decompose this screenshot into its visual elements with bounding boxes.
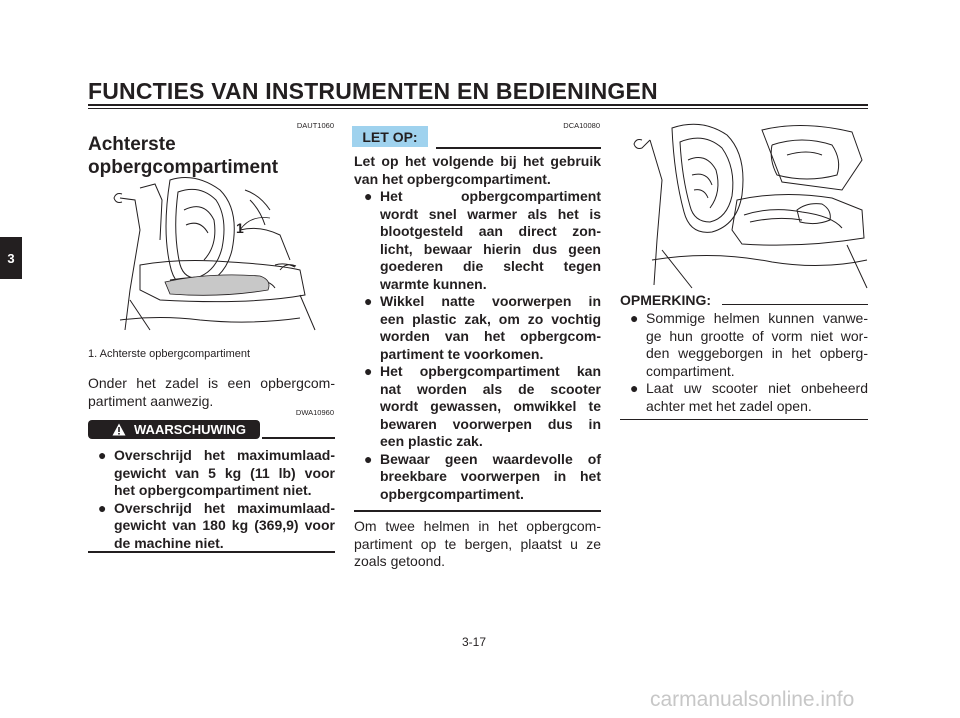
note-label: OPMERKING: [620, 292, 711, 308]
helmet-paragraph-line: zoals getoond. [354, 553, 446, 569]
figure-helmets-storage [632, 120, 872, 292]
note-bullets [620, 310, 868, 415]
helmet-paragraph-line: partiment op te bergen, plaatst u ze [354, 535, 601, 552]
warning-bullet-1-line: het opbergcompartiment niet. [114, 482, 312, 498]
section-code: DAUT1060 [296, 121, 334, 130]
note-bullet-line: Sommige helmen kunnen vanwe- [646, 310, 868, 326]
notice-bullet-line: worden van het opbergcom- [380, 328, 601, 344]
note-end-rule [620, 419, 868, 420]
notice-bullet-4 [354, 451, 601, 504]
figure-caption: 1. Achterste opbergcompartiment [88, 348, 251, 360]
note-bullet-1 [620, 310, 868, 380]
warning-bullet-1 [88, 447, 335, 500]
bullet-icon: ● [364, 188, 373, 204]
chapter-tab: 3 [0, 237, 22, 279]
notice-bullet-line: Het opbergcompartiment [380, 188, 601, 204]
warning-label: WAARSCHUWING [134, 422, 246, 437]
bullet-icon: ● [98, 499, 107, 516]
notice-intro-line-2: van het opbergcompartiment. [354, 170, 551, 187]
intro-paragraph [88, 375, 335, 410]
notice-bullet-line: breekbare voorwerpen in het [380, 468, 601, 484]
notice-bullet-1 [354, 188, 601, 293]
header-rule [88, 104, 868, 106]
warning-bullet-2-line: gewicht van 180 kg (369,9) voor [114, 517, 335, 533]
notice-bullet-line: opbergcompartiment. [380, 485, 524, 502]
notice-intro-line-1: Let op het volgende bij het gebruik [354, 153, 601, 169]
notice-bullet-line: wordt snel warmer als het is [380, 205, 601, 222]
intro-line-2: partiment aanwezig. [88, 392, 214, 409]
notice-bullet-line: blootgesteld aan direct zon- [380, 223, 601, 239]
bullet-icon: ● [364, 363, 373, 379]
note-bullet-line: den weggeborgen in het opberg- [646, 345, 868, 361]
notice-bullet-line: een plastic zak, om zo vochtig [380, 310, 601, 327]
notice-bullet-line: licht, bewaar hierin dus geen [380, 240, 601, 257]
notice-bullet-2 [354, 293, 601, 363]
notice-bullet-line: Wikkel natte voorwerpen in [380, 293, 601, 309]
notice-end-rule [354, 510, 601, 512]
notice-bullet-line: nat worden als de scooter [380, 380, 601, 397]
warning-end-rule [88, 551, 335, 553]
bullet-icon: ● [364, 293, 373, 309]
figure-callout-1: 1 [236, 220, 244, 236]
notice-badge: LET OP: [352, 126, 428, 147]
bullet-icon: ● [630, 380, 639, 396]
note-header-rule [722, 304, 868, 305]
notice-bullet-line: Het opbergcompartiment kan [380, 363, 601, 379]
helmet-paragraph-line: Om twee helmen in het opbergcom- [354, 518, 601, 534]
notice-code: DCA10080 [563, 121, 600, 130]
helmet-paragraph [354, 518, 601, 571]
notice-bullet-3 [354, 363, 601, 451]
warning-bullets [88, 447, 335, 552]
header-rule-thin [88, 108, 868, 109]
notice-bullet-line: bewaren voorwerpen dus in [380, 415, 601, 432]
note-bullet-line: Laat uw scooter niet onbeheerd [646, 380, 868, 396]
bullet-icon: ● [98, 447, 107, 463]
warning-code: DWA10960 [295, 408, 334, 417]
intro-line-1: Onder het zadel is een opbergcom- [88, 375, 335, 391]
notice-bullet-line: wordt gewassen, omwikkel te [380, 398, 601, 414]
bullet-icon: ● [364, 450, 373, 467]
page-header-title: FUNCTIES VAN INSTRUMENTEN EN BEDIENINGEN [88, 78, 658, 104]
warning-triangle-icon [112, 423, 126, 436]
warning-bullet-2-line: de machine niet. [114, 534, 224, 551]
notice-content [354, 153, 601, 503]
watermark: carmanualsonline.info [650, 688, 855, 711]
note-bullet-2 [620, 380, 868, 415]
warning-badge [88, 420, 260, 439]
bullet-icon: ● [630, 310, 639, 326]
section-title-line2: opbergcompartiment [88, 157, 279, 178]
figure-storage-compartment [100, 170, 330, 340]
warning-bullet-2-line: Overschrijd het maximumlaad- [114, 499, 335, 516]
note-bullet-line: achter met het zadel open. [646, 397, 812, 414]
section-title-line1: Achterste [88, 134, 176, 155]
notice-bullet-line: partiment te voorkomen. [380, 345, 544, 362]
notice-bullet-line: goederen die slecht tegen [380, 258, 601, 274]
notice-bullet-line: warmte kunnen. [380, 275, 487, 292]
page-number: 3-17 [462, 635, 487, 649]
note-bullet-line: compartiment. [646, 362, 735, 379]
warning-bullet-2 [88, 500, 335, 553]
notice-header-rule [436, 147, 601, 149]
note-bullet-line: ge hun grootte of vorm niet wor- [646, 327, 868, 344]
warning-bullet-1-line: gewicht van 5 kg (11 lb) voor [114, 464, 335, 481]
warning-header-rule [262, 437, 335, 439]
notice-bullet-line: een plastic zak. [380, 433, 483, 449]
notice-bullet-line: Bewaar geen waardevolle of [380, 450, 601, 467]
warning-bullet-1-line: Overschrijd het maximumlaad- [114, 447, 335, 463]
